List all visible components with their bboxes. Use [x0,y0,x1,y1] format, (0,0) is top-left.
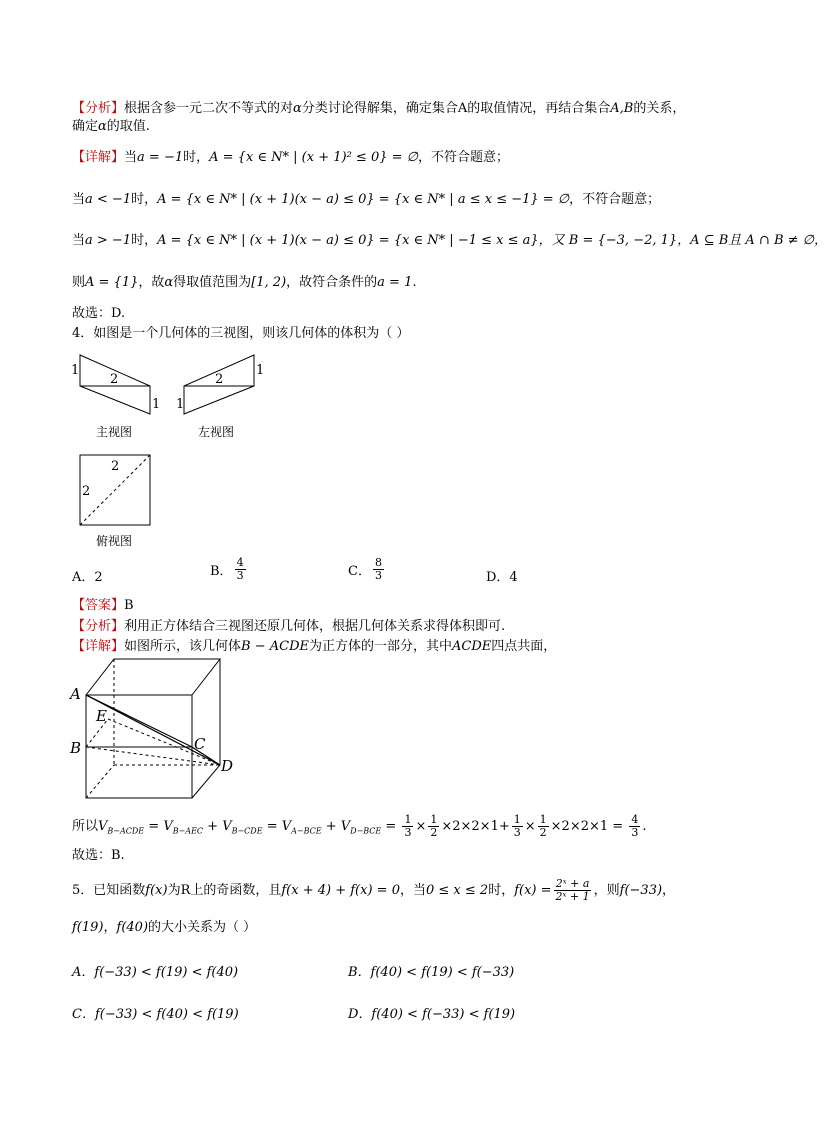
vol-frac-1 [402,814,413,839]
q5-range: 0 ≤ x ≤ 2 [425,883,489,898]
q4-detail-expr: B − ACDE [241,639,309,654]
vol-t2: V [222,819,232,834]
cube-label-d: D [221,757,234,775]
vol-eq-1: = [144,819,164,834]
set-a: A [457,101,468,116]
front-num-1: 1 [71,363,80,378]
vol-sub1: B−ACDE [107,826,145,836]
top-view-figure [70,450,170,530]
vol-sub2: B−AEC [172,826,204,836]
q4-analysis-text: 利用正方体结合三视图还原几何体，根据几何体关系求得体积即可. [124,619,506,634]
answer-value: B [124,598,134,613]
vol-frac-3 [512,814,523,839]
set-ab: A,B [610,101,634,116]
front-view-figure [70,350,170,420]
detail-case-2 [72,191,660,209]
q4-option-b[interactable] [210,557,248,582]
case1-cond: a = −1 [137,150,184,165]
q4-option-a[interactable]: A．2 [72,570,103,585]
q4-option-b-frac [235,557,246,582]
vol-pre: 所以 [72,819,99,834]
case2-cond: a < −1 [85,192,132,207]
q5-comma-2: ， [103,920,117,935]
vol-t3: V [281,819,292,834]
vol-result [629,814,640,839]
q5-line2-end: 的大小关系为（ ） [148,920,257,935]
q4-analysis-tag: 【分析】 [72,619,125,634]
q5-f2: f(19) [72,920,104,935]
top-num-2: 2 [82,484,91,499]
q5-option-b[interactable]: B．f(40) < f(19) < f(−33) [348,965,515,980]
vol-sub5: D−BCE [350,826,382,836]
q4-stem: 4．如图是一个几何体的三视图，则该几何体的体积为（ ） [72,326,410,341]
vol-mul-1: ×2×2×1 [441,819,499,834]
vol-eq-2: = [262,819,282,834]
vol-frac-1-num: 1 [404,813,412,826]
case3-mid: 时， [131,233,158,248]
q4-answer [72,597,134,615]
case2-expr: A = {x ∈ N* | (x + 1)(x − a) ≤ 0} = {x ∈ N* | a ≤ x ≤ −1} = ∅ [157,192,570,207]
vol-frac-2-den: 2 [430,826,438,839]
cube-label-a: A [70,685,81,703]
cube-hidden-depth [86,765,114,798]
q5-comma-1: ， [662,883,676,898]
volume-formula: 所以$V_{B-ACDE} = V_{B-AEC} + V_{B-CDE} = V_{A-BCE} + V_{D-BCE}$ = $\frac{1}{3}$ × $\frac{1}{2}$ ×2×2×1+ $\frac{1}{3}$ × $\frac{1}{2}$ ×2×2×1 = $\frac{4}{3}$ . [72,813,647,839]
detail-conclusion [72,274,416,292]
q5-frac [554,878,592,903]
cube-label-b: B [70,739,82,757]
analysis-line-1 [72,100,685,118]
vol-t1: V [163,819,173,834]
cube-label-e: E [96,707,107,725]
concl-pre: 则 [72,275,86,290]
q5-mid2: ，当 [399,883,426,898]
case1-expr: A = {x ∈ N* | (x + 1)² ≤ 0} = ∅ [209,150,418,165]
q5-mid: 为R上的奇函数，且 [167,883,282,898]
q5-pre: 5．已知函数 [72,883,146,898]
q4-detail-expr2: ACDE [452,639,492,654]
choice-2: 故选：B. [72,848,125,863]
vol-frac-4-num: 1 [539,813,547,826]
alpha-symbol: α [293,101,302,116]
case2-pre: 当 [72,192,86,207]
analysis-text-4: 的关系， [633,101,686,116]
left-num-1: 2 [215,372,224,387]
case2-mid: 时， [131,192,158,207]
q5-den: 2ˣ + 1 [555,890,590,903]
analysis-text-1: 根据含参一元二次不等式的对 [124,101,294,116]
left-view-figure [174,350,274,420]
detail-tag: 【详解】 [72,150,125,165]
vol-lhs: V [98,819,108,834]
q4-option-c[interactable] [348,557,386,582]
vol-frac-2-num: 1 [430,813,438,826]
case3-expr: A = {x ∈ N* | (x + 1)(x − a) ≤ 0} = {x ∈ N* | −1 ≤ x ≤ a} [157,233,539,248]
vol-result-den: 3 [631,826,639,839]
q5-f1: f(−33) [619,883,663,898]
q4-detail-tag: 【详解】 [72,639,125,654]
top-num-1: 2 [111,459,120,474]
concl-mid3: ，故符合条件的 [286,275,378,290]
analysis-text-5: 确定 [72,119,99,134]
left-num-2: 1 [256,363,265,378]
analysis-text-3: 的取值情况，再结合集合 [467,101,611,116]
case3-cond: a > −1 [85,233,132,248]
q4-analysis [72,618,505,636]
q4-option-b-num: 4 [236,556,244,569]
vol-eq-3: = [381,819,401,834]
q4-detail-end: 四点共面， [491,639,557,654]
q4-option-d[interactable]: D．4 [486,570,518,585]
vol-frac-1-den: 3 [404,826,412,839]
vol-frac-4 [538,814,549,839]
alpha-symbol-2: α [98,119,107,134]
q5-fdef: f(x) = [514,883,552,898]
q5-num: 2ˣ + a [555,877,590,890]
case3-end: ，又 B = {−3, −2, 1}，A ⊆ B且 A ∩ B ≠ ∅， [538,233,827,248]
analysis-tag: 【分析】 [72,101,125,116]
q4-option-c-frac [373,557,384,582]
vol-mul-2: ×2×2×1 [550,819,609,834]
q4-option-c-den: 3 [374,569,382,582]
q4-option-c-pre: C． [348,564,371,579]
vol-t4: V [340,819,351,834]
vol-frac-3-num: 1 [513,813,521,826]
front-view-label: 主视图 [96,425,133,439]
concl-mid2: 得取值范围为 [173,275,252,290]
vol-frac-3-den: 3 [513,826,521,839]
front-num-2: 2 [110,372,119,387]
q5-cond: f(x + 4) + f(x) = 0 [281,883,400,898]
q4-option-b-pre: B． [210,564,233,579]
analysis-text-2: 分类讨论得解集，确定集合 [301,101,458,116]
detail-case-1 [72,149,509,167]
vol-result-num: 4 [631,813,639,826]
vol-sub3: B−CDE [231,826,263,836]
case1-mid: 时， [183,150,210,165]
choice-1: 故选：D. [72,306,126,321]
concl-alpha: α [164,275,174,290]
concl-val: a = 1 [377,275,413,290]
front-num-3: 1 [152,397,161,412]
section-ad [86,695,220,765]
q5-option-a[interactable]: A．f(−33) < f(19) < f(40) [72,965,239,980]
vol-sub4: A−BCE [291,826,322,836]
cube-label-c: C [194,735,206,753]
left-num-3: 1 [176,397,185,412]
vol-frac-4-den: 2 [539,826,547,839]
q5-option-d[interactable]: D．f(40) < f(−33) < f(19) [348,1007,516,1022]
q4-option-c-num: 8 [374,556,382,569]
answer-tag: 【答案】 [72,598,125,613]
case1-end: ，不符合题意； [417,150,509,165]
q4-detail-pre: 如图所示，该几何体 [124,639,242,654]
q5-stem-line-2 [72,919,256,937]
left-view-label: 左视图 [198,425,235,439]
q5-end: ，则 [593,883,620,898]
cube-right-face [192,659,220,798]
q4-detail-mid: 为正方体的一部分，其中 [309,639,453,654]
case3-pre: 当 [72,233,86,248]
q5-mid3: 时， [488,883,515,898]
vol-plus-1: + [203,819,223,834]
detail-case-3 [72,232,827,250]
analysis-text-6: 的取值. [106,119,150,134]
concl-end: . [412,275,417,290]
q5-fx: f(x) [145,883,168,898]
concl-mid: ，故 [138,275,165,290]
concl-expr: A = {1} [85,275,139,290]
analysis-line-2 [72,118,150,136]
cube-figure [68,655,243,805]
vol-frac-2 [428,814,439,839]
top-view-label: 俯视图 [96,534,133,548]
concl-range: [1, 2) [251,275,287,290]
cube-top-face [86,659,220,695]
q5-f3: f(40) [116,920,149,935]
q5-stem-line-1 [72,878,675,903]
case1-pre: 当 [124,150,138,165]
q5-option-c[interactable]: C．f(−33) < f(40) < f(19) [72,1007,239,1022]
q4-detail [72,638,556,656]
case2-end: ，不符合题意； [569,192,661,207]
vol-plus-2: + [321,819,341,834]
q4-option-b-den: 3 [236,569,244,582]
